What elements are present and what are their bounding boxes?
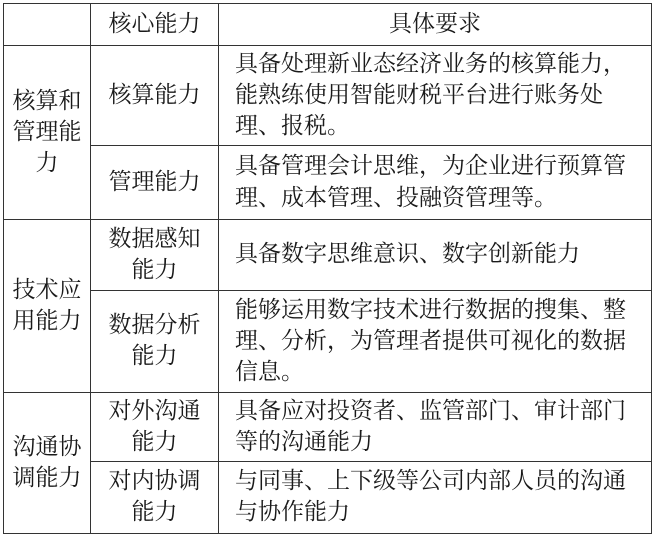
header-requirements: 具体要求 [219,4,652,46]
table-row [4,461,652,533]
requirement-cell: 能够运用数字技术进行数据的搜集、整理、分析，为管理者提供可视化的数据信息。 [219,290,652,393]
table-row [4,220,652,290]
header-blank-cell [4,4,91,46]
ability-cell: 对内协调能力 [91,461,219,533]
requirement-cell: 与同事、上下级等公司内部人员的沟通与协作能力 [219,461,652,533]
category-cell: 沟通协调能力 [4,393,91,534]
table-row [4,145,652,219]
requirement-cell: 具备处理新业态经济业务的核算能力，能熟练使用智能财税平台进行账务处理、报税。 [219,46,652,146]
requirement-cell: 具备数字思维意识、数字创新能力 [219,220,652,290]
category-cell: 核算和管理能力 [4,46,91,220]
ability-cell: 管理能力 [91,145,219,219]
requirement-cell: 具备管理会计思维，为企业进行预算管理、成本管理、投融资管理等。 [219,145,652,219]
table-row [4,290,652,393]
category-cell: 技术应用能力 [4,220,91,393]
ability-cell: 对外沟通能力 [91,393,219,461]
requirement-cell: 具备应对投资者、监管部门、审计部门等的沟通能力 [219,393,652,461]
table-row [4,46,652,146]
header-core-ability: 核心能力 [91,4,219,46]
ability-cell: 数据分析能力 [91,290,219,393]
ability-cell: 核算能力 [91,46,219,146]
ability-cell: 数据感知能力 [91,220,219,290]
header-row [4,4,652,46]
ability-requirements-table [3,3,652,534]
table-row [4,393,652,461]
